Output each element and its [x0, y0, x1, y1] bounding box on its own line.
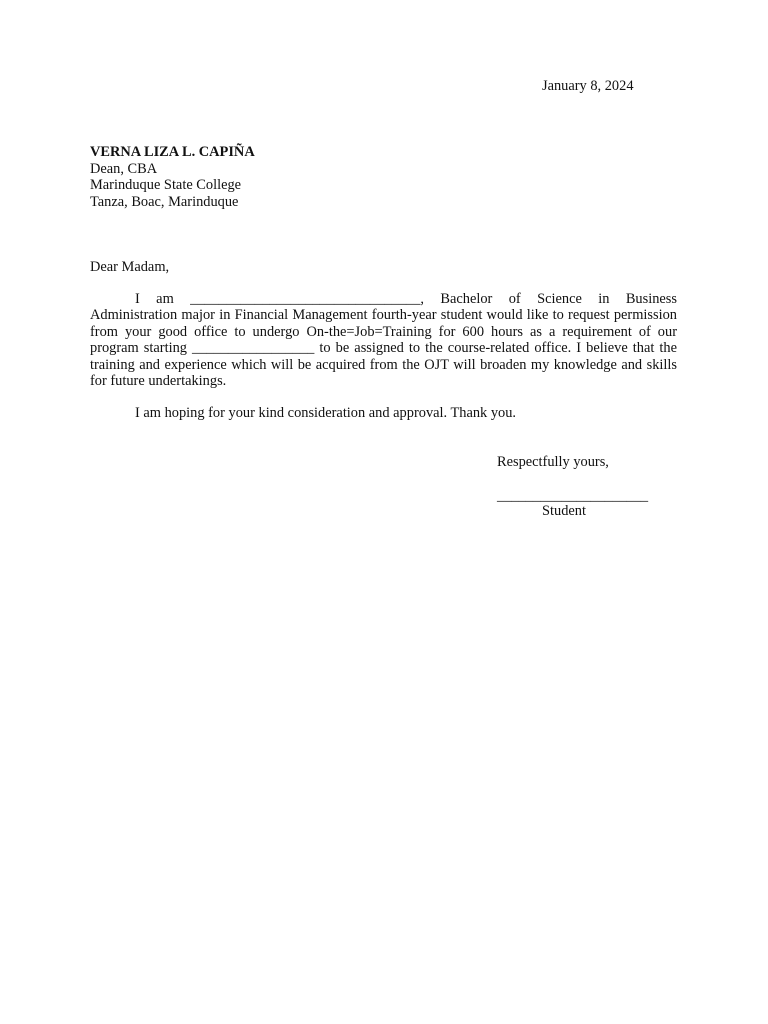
recipient-position: Dean, CBA	[90, 160, 158, 177]
recipient-address: Tanza, Boac, Marinduque	[90, 193, 239, 210]
recipient-block	[90, 144, 255, 210]
recipient-institution: Marinduque State College	[90, 177, 242, 194]
recipient-name: VERNA LIZA L. CAPIÑA	[90, 144, 255, 160]
signer-role: Student	[542, 503, 586, 519]
signature-line: _____________________	[497, 488, 649, 504]
body-paragraph-request: I am ________________________________, Bachelor of Science in Business Administration major in Financial Management fourth-year student would like to request permission from your good office to undergo On-the=Job=Training for 600 hours as a requirement of our program starting _________________ to be assigned to the course-related office. I believe that the training and experience which will be acquired from the OJT will broaden my knowledge and skills for future undertakings.	[90, 291, 677, 390]
body-paragraph-closing: I am hoping for your kind consideration and approval. Thank you.	[135, 405, 517, 421]
letter-date: January 8, 2024	[542, 78, 634, 94]
salutation: Dear Madam,	[90, 259, 170, 275]
valediction: Respectfully yours,	[497, 454, 609, 470]
